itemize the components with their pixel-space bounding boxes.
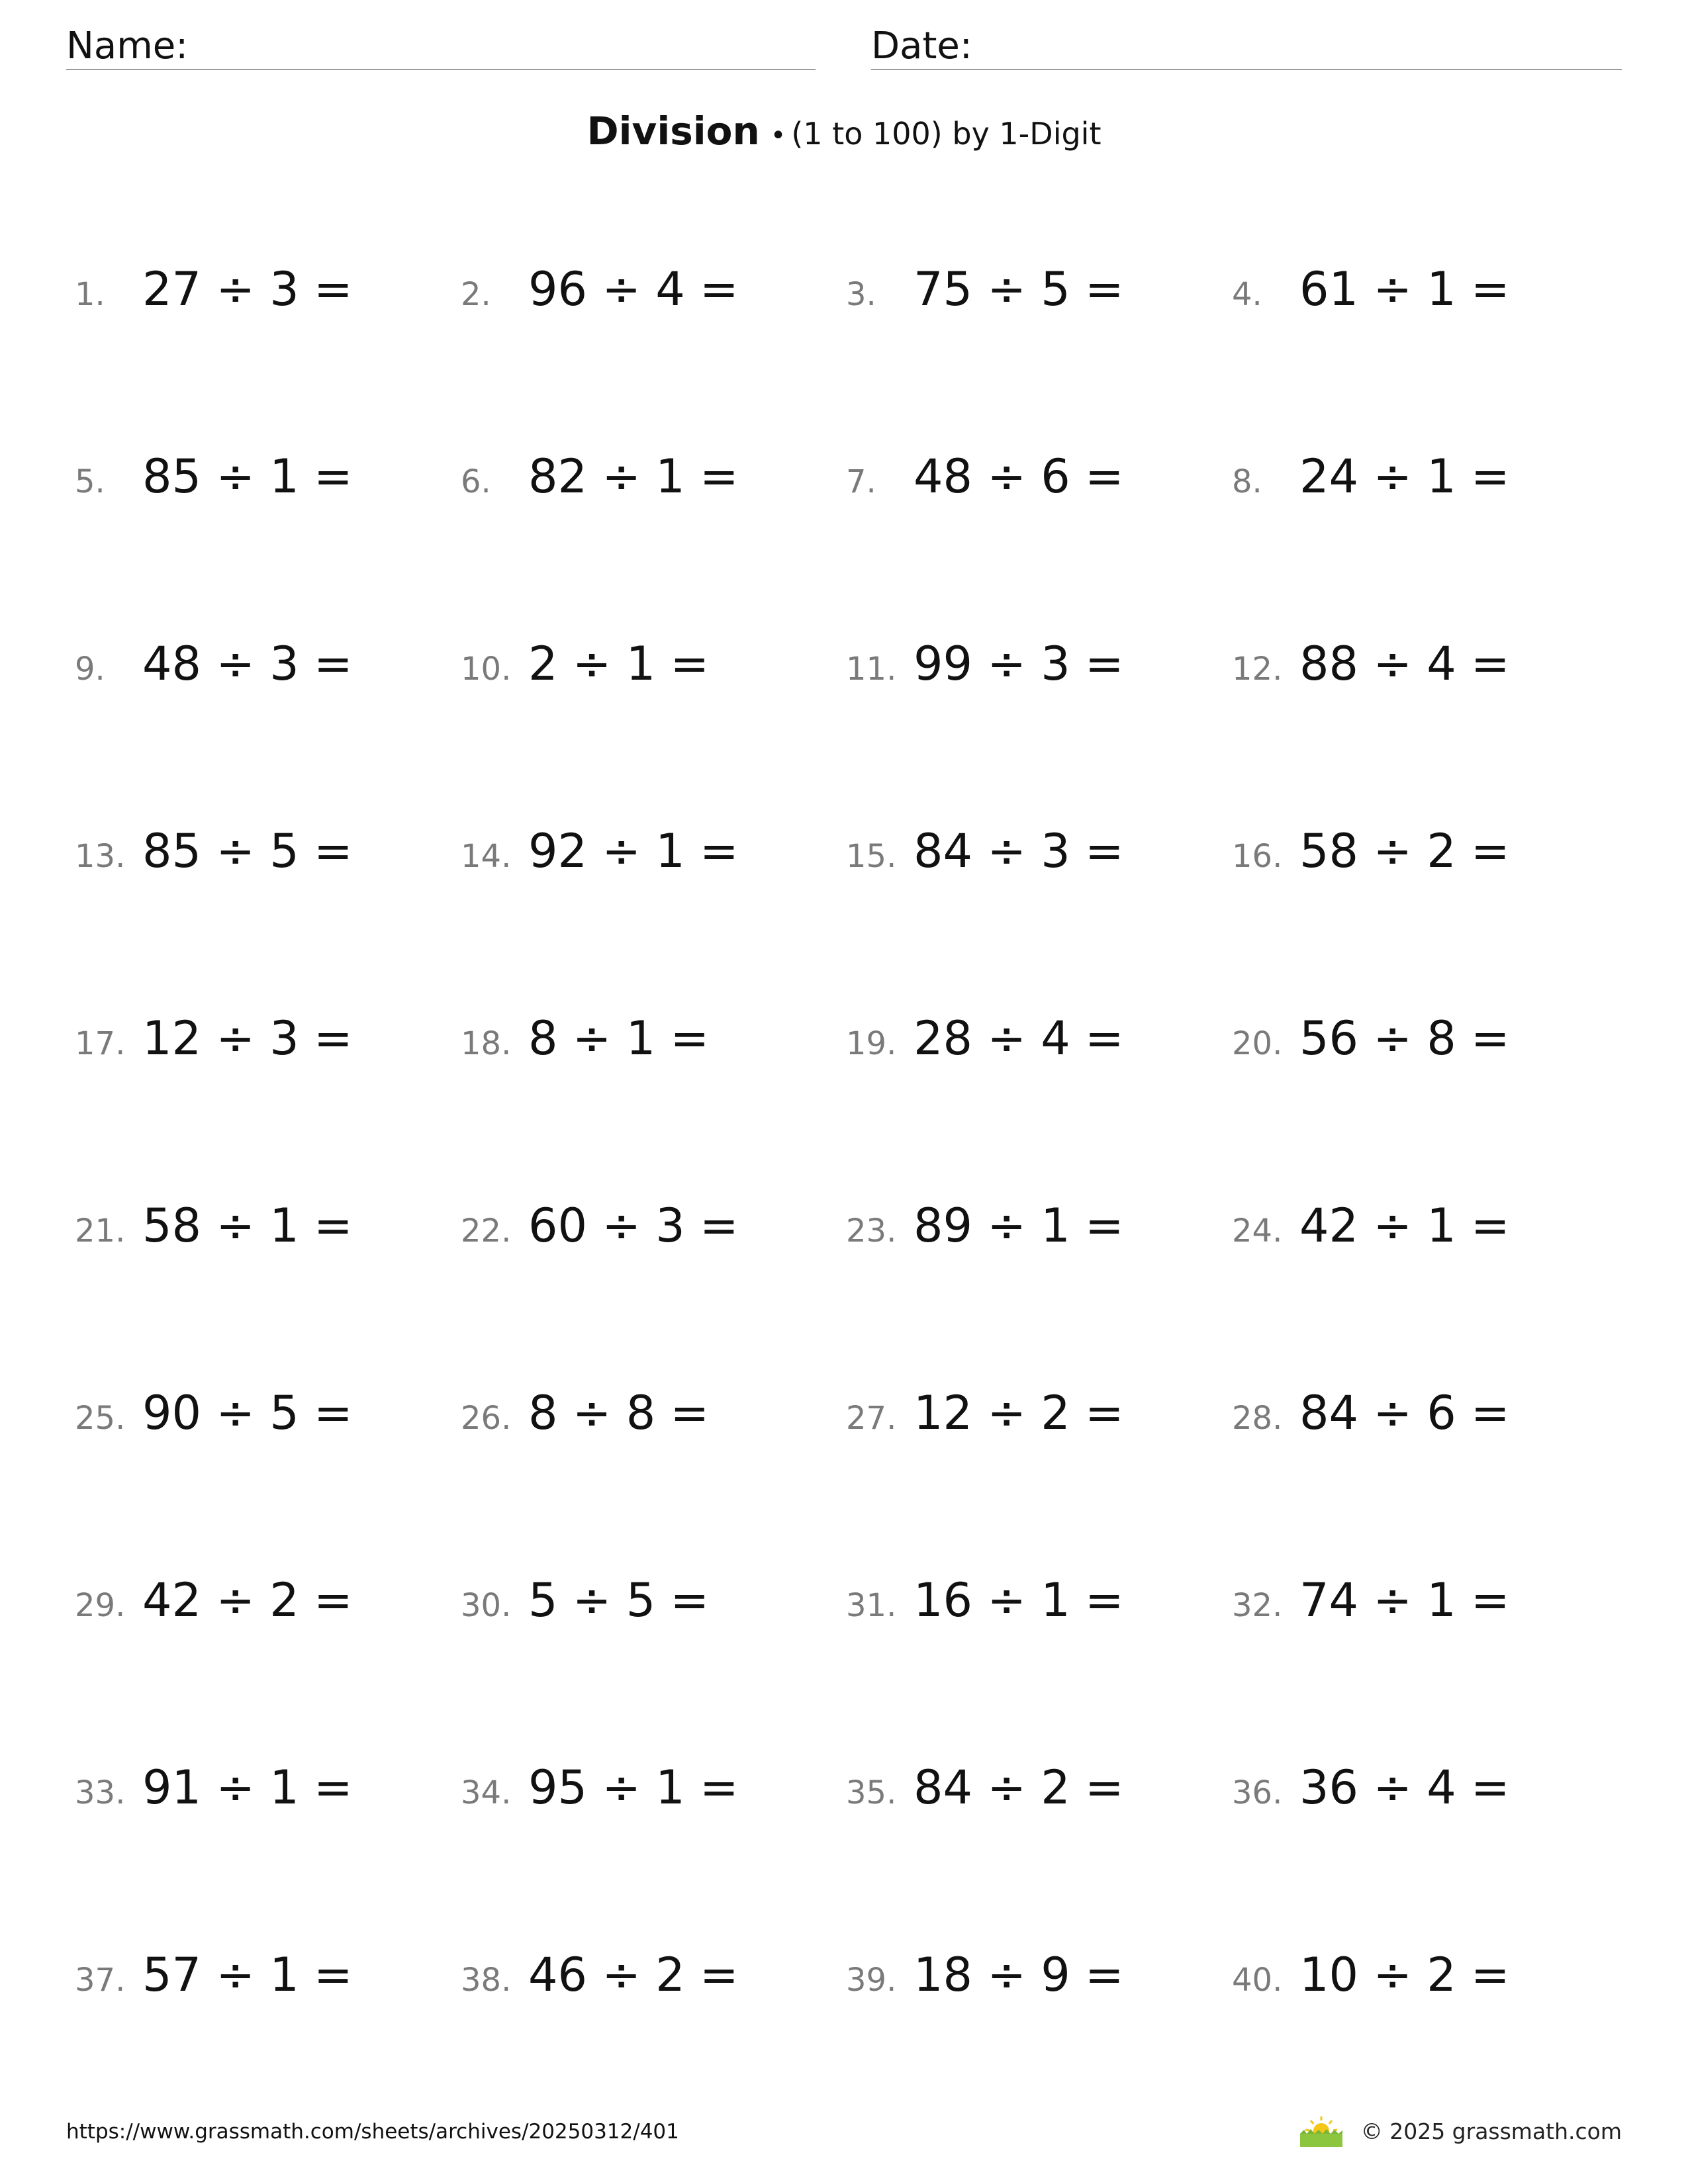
footer-branding (1297, 2113, 1622, 2150)
problem-item (461, 1002, 709, 1075)
problem-expression: 36 ÷ 4 = (1299, 1760, 1510, 1815)
problem-number: 23. (846, 1212, 897, 1250)
problem-item (1232, 1377, 1510, 1449)
problem-expression: 82 ÷ 1 = (528, 449, 739, 504)
problem-item (75, 1938, 353, 2011)
problem-expression: 12 ÷ 3 = (142, 1011, 353, 1066)
problem-item (461, 627, 709, 700)
problem-number: 15. (846, 838, 897, 875)
problem-item (75, 627, 353, 700)
problem-item (846, 1377, 1124, 1449)
problem-number: 16. (1232, 838, 1283, 875)
problem-expression: 42 ÷ 2 = (142, 1573, 353, 1627)
problem-expression: 18 ÷ 9 = (914, 1948, 1124, 2002)
problem-expression: 58 ÷ 2 = (1299, 824, 1510, 878)
problem-expression: 8 ÷ 1 = (528, 1011, 710, 1066)
problem-item (75, 1189, 353, 1262)
problem-number: 32. (1232, 1587, 1283, 1624)
problem-number: 31. (846, 1587, 897, 1624)
problem-expression: 99 ÷ 3 = (914, 637, 1124, 691)
problem-number: 4. (1232, 276, 1262, 313)
grass-sun-logo-icon (1297, 2114, 1345, 2148)
problem-item (461, 440, 739, 513)
problem-expression: 96 ÷ 4 = (528, 262, 739, 316)
problem-expression: 2 ÷ 1 = (528, 637, 710, 691)
problem-number: 35. (846, 1774, 897, 1811)
problem-expression: 48 ÷ 3 = (142, 637, 353, 691)
problem-expression: 16 ÷ 1 = (914, 1573, 1124, 1627)
problem-number: 10. (461, 651, 512, 688)
problem-item (461, 1189, 739, 1262)
problem-number: 38. (461, 1962, 512, 1999)
problem-item (1232, 1938, 1510, 2011)
problem-number: 6. (461, 463, 491, 500)
problem-item (75, 1564, 353, 1637)
name-label: Name: (66, 24, 189, 68)
problem-item (75, 1751, 353, 1824)
problem-number: 17. (75, 1025, 126, 1062)
problem-number: 21. (75, 1212, 126, 1250)
problem-number: 37. (75, 1962, 126, 1999)
problem-expression: 84 ÷ 3 = (914, 824, 1124, 878)
problem-expression: 74 ÷ 1 = (1299, 1573, 1510, 1627)
problem-expression: 27 ÷ 3 = (142, 262, 353, 316)
problem-item (846, 253, 1124, 326)
problem-expression: 85 ÷ 1 = (142, 449, 353, 504)
problem-item (846, 1002, 1124, 1075)
problem-expression: 10 ÷ 2 = (1299, 1948, 1510, 2002)
problem-expression: 85 ÷ 5 = (142, 824, 353, 878)
problem-item (75, 440, 353, 513)
problem-number: 22. (461, 1212, 512, 1250)
problem-number: 36. (1232, 1774, 1283, 1811)
problem-item (75, 1377, 353, 1449)
problem-number: 3. (846, 276, 876, 313)
problem-item (846, 1564, 1124, 1637)
date-label: Date: (871, 24, 972, 68)
problem-item (75, 1002, 353, 1075)
problem-item (461, 1938, 739, 2011)
problem-number: 2. (461, 276, 491, 313)
problem-item (1232, 1564, 1510, 1637)
problem-expression: 89 ÷ 1 = (914, 1199, 1124, 1253)
problem-item (75, 253, 353, 326)
problem-number: 14. (461, 838, 512, 875)
title-subtitle: (1 to 100) by 1-Digit (791, 116, 1102, 152)
problem-number: 29. (75, 1587, 126, 1624)
problem-item (1232, 440, 1510, 513)
problem-number: 34. (461, 1774, 512, 1811)
problem-expression: 8 ÷ 8 = (528, 1386, 710, 1440)
problem-number: 1. (75, 276, 105, 313)
title-separator: • (770, 120, 786, 151)
problem-number: 13. (75, 838, 126, 875)
problem-item (461, 253, 739, 326)
problem-number: 25. (75, 1400, 126, 1437)
problem-expression: 46 ÷ 2 = (528, 1948, 739, 2002)
footer-copyright: © 2025 grassmath.com (1360, 2118, 1622, 2144)
problem-expression: 88 ÷ 4 = (1299, 637, 1510, 691)
problem-number: 9. (75, 651, 105, 688)
problem-number: 33. (75, 1774, 126, 1811)
problem-item (1232, 1189, 1510, 1262)
problem-item (846, 627, 1124, 700)
problem-item (846, 1938, 1124, 2011)
problem-number: 27. (846, 1400, 897, 1437)
problem-expression: 95 ÷ 1 = (528, 1760, 739, 1815)
problem-number: 28. (1232, 1400, 1283, 1437)
problem-expression: 90 ÷ 5 = (142, 1386, 353, 1440)
problem-expression: 84 ÷ 2 = (914, 1760, 1124, 1815)
problem-number: 26. (461, 1400, 512, 1437)
title-main: Division (586, 109, 760, 154)
problem-number: 7. (846, 463, 876, 500)
problem-expression: 42 ÷ 1 = (1299, 1199, 1510, 1253)
problem-expression: 58 ÷ 1 = (142, 1199, 353, 1253)
problem-number: 5. (75, 463, 105, 500)
problem-number: 40. (1232, 1962, 1283, 1999)
problem-expression: 56 ÷ 8 = (1299, 1011, 1510, 1066)
problem-item (461, 1751, 739, 1824)
problem-expression: 28 ÷ 4 = (914, 1011, 1124, 1066)
problem-expression: 91 ÷ 1 = (142, 1760, 353, 1815)
problem-expression: 57 ÷ 1 = (142, 1948, 353, 2002)
problem-number: 11. (846, 651, 897, 688)
problem-expression: 24 ÷ 1 = (1299, 449, 1510, 504)
problem-item (461, 1377, 709, 1449)
problem-number: 19. (846, 1025, 897, 1062)
problem-number: 12. (1232, 651, 1283, 688)
problem-item (461, 1564, 709, 1637)
problem-item (1232, 627, 1510, 700)
problem-expression: 84 ÷ 6 = (1299, 1386, 1510, 1440)
problem-item (846, 815, 1124, 887)
problem-expression: 48 ÷ 6 = (914, 449, 1124, 504)
problem-number: 39. (846, 1962, 897, 1999)
problem-item (846, 440, 1124, 513)
problem-number: 24. (1232, 1212, 1283, 1250)
problem-expression: 75 ÷ 5 = (914, 262, 1124, 316)
problem-item (75, 815, 353, 887)
problem-number: 8. (1232, 463, 1262, 500)
problem-expression: 5 ÷ 5 = (528, 1573, 710, 1627)
problem-number: 30. (461, 1587, 512, 1624)
problem-item (461, 815, 739, 887)
problem-expression: 61 ÷ 1 = (1299, 262, 1510, 316)
problem-item (1232, 1002, 1510, 1075)
problem-number: 18. (461, 1025, 512, 1062)
problem-item (846, 1751, 1124, 1824)
problem-expression: 92 ÷ 1 = (528, 824, 739, 878)
problem-number: 20. (1232, 1025, 1283, 1062)
problem-expression: 60 ÷ 3 = (528, 1199, 739, 1253)
problem-item (846, 1189, 1124, 1262)
footer-url: https://www.grassmath.com/sheets/archives/20250312/401 (66, 2120, 679, 2144)
problem-item (1232, 1751, 1510, 1824)
problem-item (1232, 815, 1510, 887)
problem-expression: 12 ÷ 2 = (914, 1386, 1124, 1440)
problem-item (1232, 253, 1510, 326)
